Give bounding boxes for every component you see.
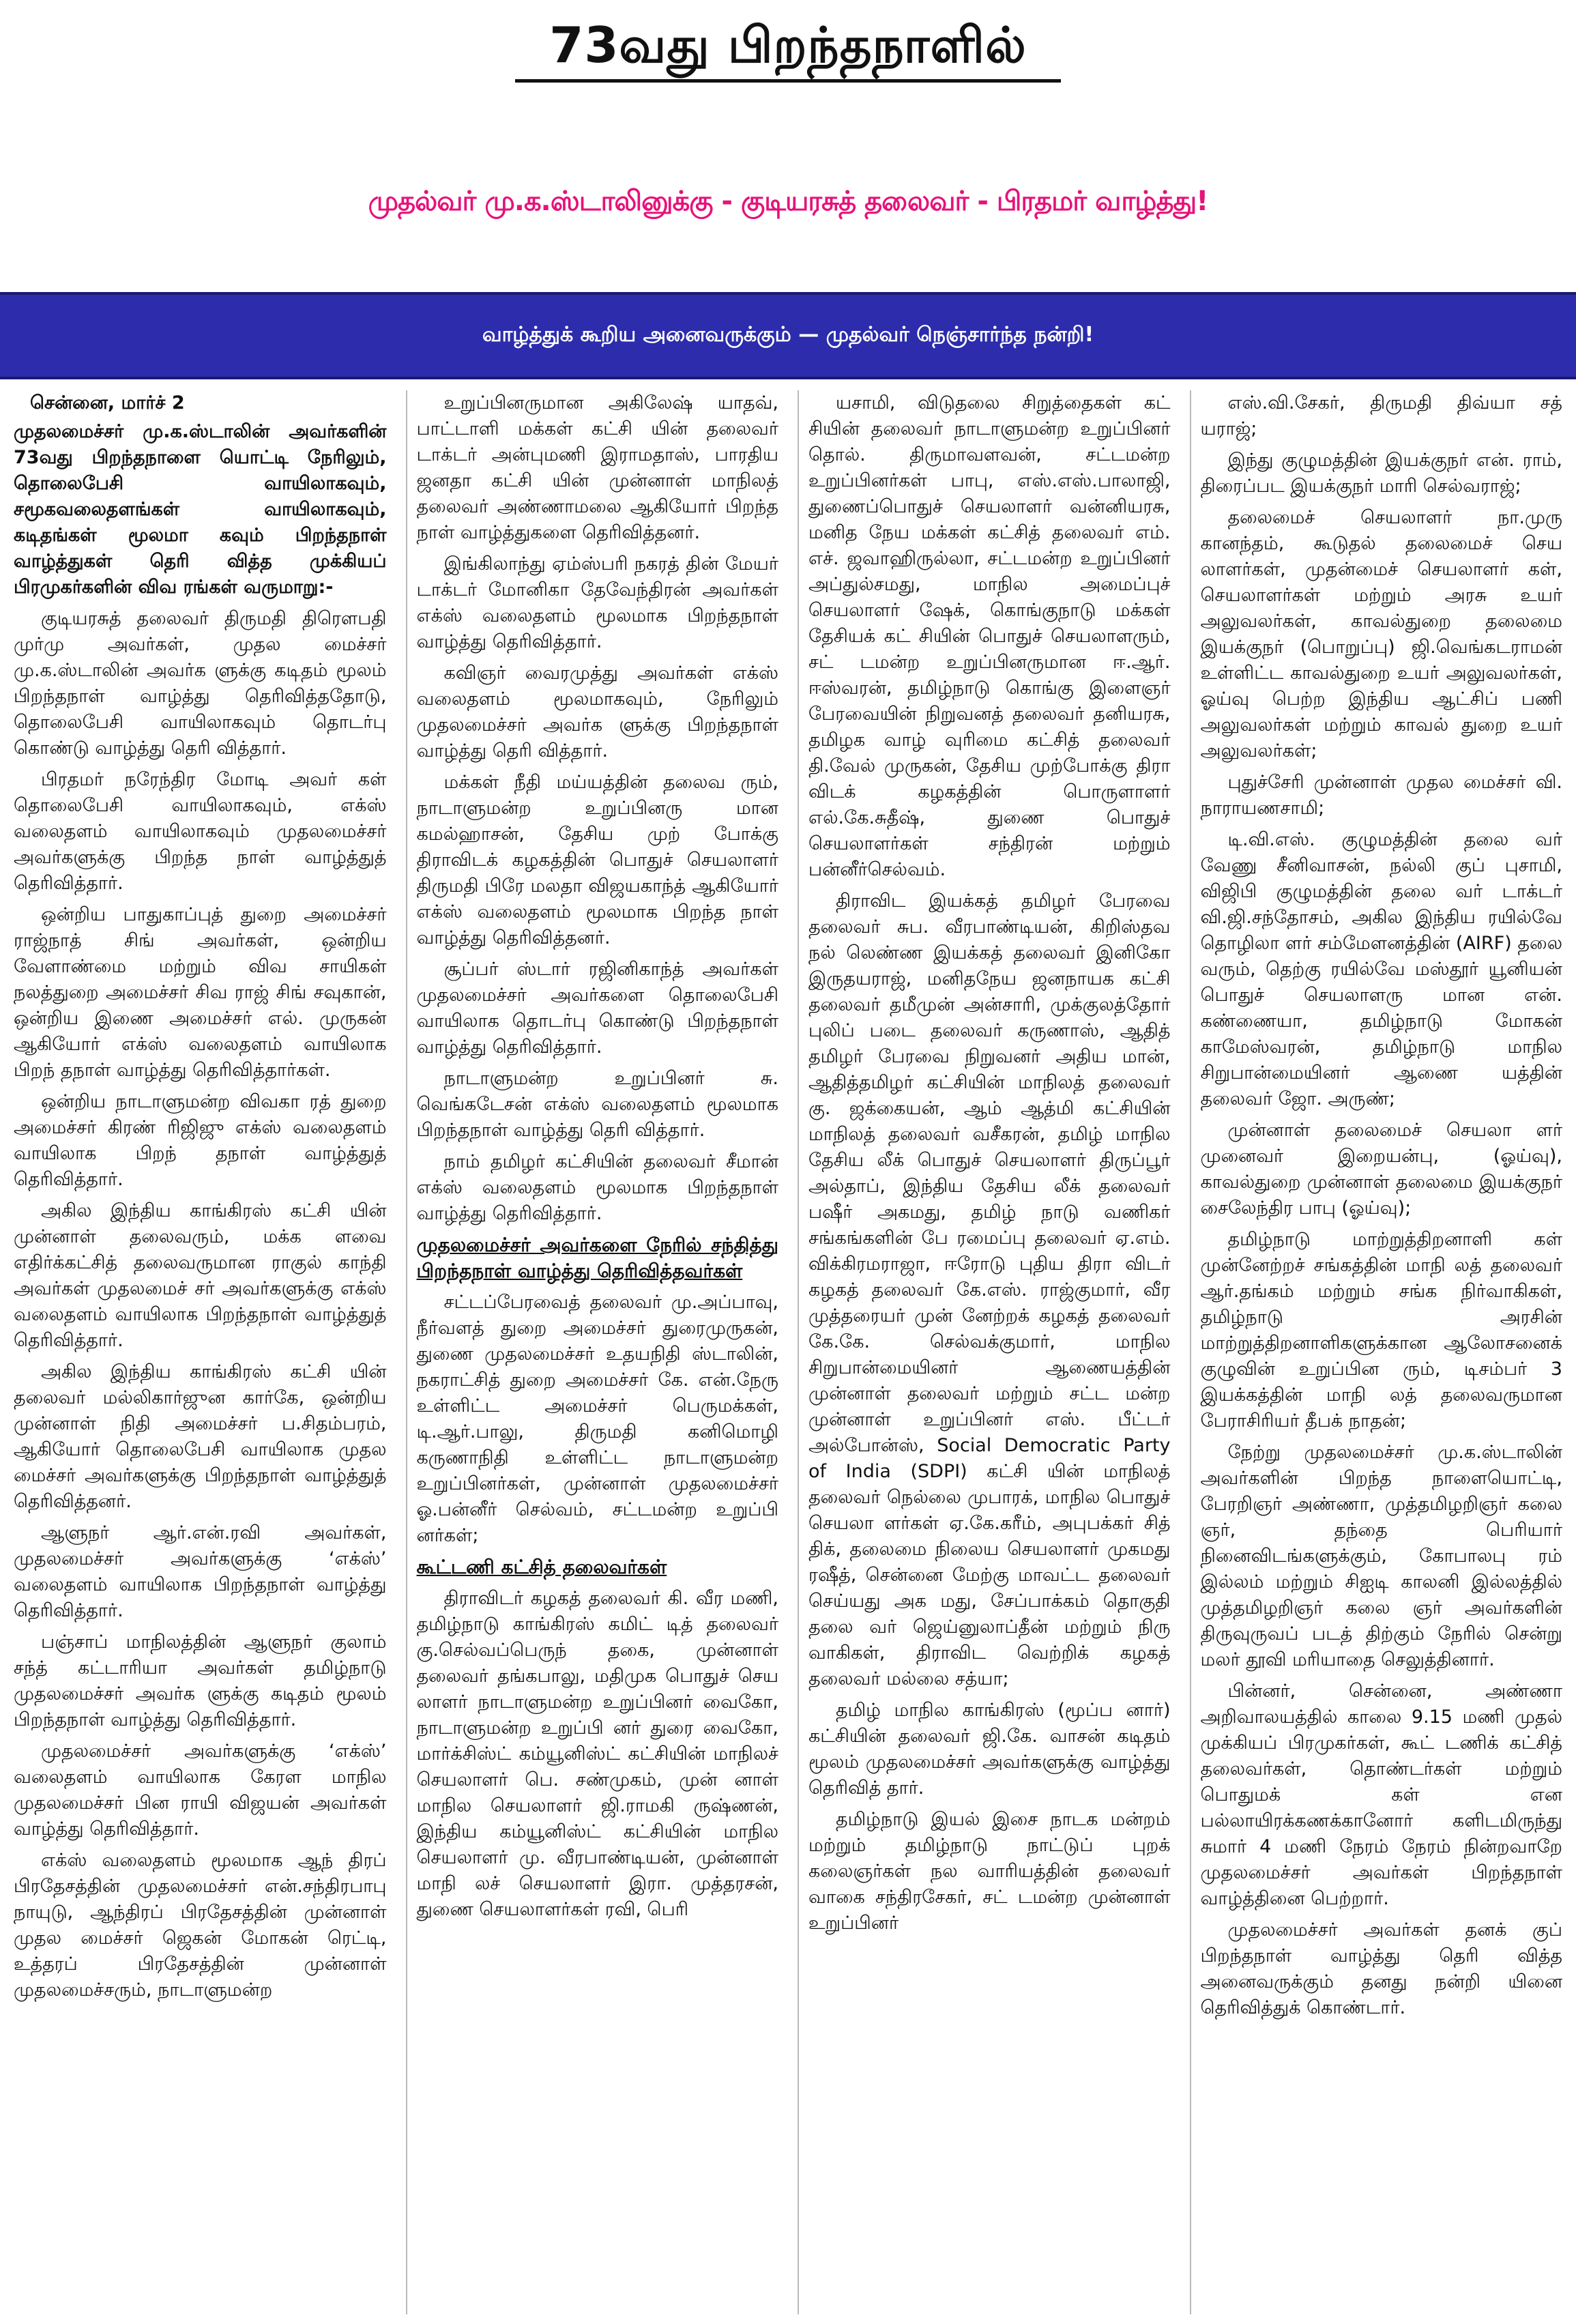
- article-paragraph: ஆளுநர் ஆர்.என்.ரவி அவர்கள், முதலமைச்சர் அவர்களுக்கு ‘எக்ஸ்’ வலைதளம் வாயிலாக பிறந்தநாள் வாழ்த்து தெரிவித்தார்.: [14, 1522, 387, 1621]
- article-paragraph: முதலமைச்சர் அவர்கள் தனக் குப் பிறந்தநாள் வாழ்த்து தெரி வித்த அனைவருக்கும் தனது நன்றி யினை தெரிவித்துக் கொண்டார்.: [1200, 1919, 1562, 2018]
- article-paragraph: யசாமி, விடுதலை சிறுத்தைகள் கட் சியின் தலைவர் நாடாளுமன்ற உறுப்பினர் தொல். திருமாவளவன், சட்டமன்ற உறுப்பினர்கள் பாபு, எஸ்.எஸ்.பாலாஜி, துணைப்பொதுச் செயலாளர் வன்னியரசு, மனித நேய மக்கள் கட்சித் தலைவர் எம். எச். ஜவாஹிருல்லா, சட்டமன்ற உறுப்பினர் அப்துல்சமது, மாநில அமைப்புச் செயலாளர் ஷேக், கொங்குநாடு மக்கள் தேசியக் கட் சியின் பொதுச் செயலாளரும், சட் டமன்ற உறுப்பினருமான ஈ.ஆர். ஈஸ்வரன், தமிழ்நாடு கொங்கு இளைஞர் பேரவையின் நிறுவனத் தலைவர் தனியரசு, தமிழக வாழ் வுரிமை கட்சித் தலைவர் தி.வேல் முருகன், தேசிய முற்போக்கு திரா விடக் கழகத்தின் பொருளாளர் எல்.கே.சுதீஷ், துணை பொதுச் செயலாளர்கள் சந்திரன் மற்றும் பன்னீர்செல்வம்.: [808, 392, 1171, 880]
- article-paragraph: அகில இந்திய காங்கிரஸ் கட்சி யின் தலைவர் மல்லிகார்ஜுன கார்கே, ஒன்றிய முன்னாள் நிதி அமைச்சர் ப.சிதம்பரம், ஆகியோர் தொலைபேசி வாயிலாக முதல மைச்சர் அவர்களுக்கு பிறந்தநாள் வாழ்த்துத் தெரிவித்தனர்.: [14, 1361, 387, 1512]
- article-paragraph: முதலமைச்சர் அவர்களுக்கு ‘எக்ஸ்’ வலைதளம் வாயிலாக கேரள மாநில முதலமைச்சர் பின ராயி விஜயன் அவர்கள் வாழ்த்து தெரிவித்தார்.: [14, 1741, 387, 1840]
- lead-paragraph: முதலமைச்சர் மு.க.ஸ்டாலின் அவர்களின் 73வது பிறந்தநாளை யொட்டி நேரிலும், தொலைபேசி வாயிலாகவும், சமூகவலைதளங்கள் வாயிலாகவும், கடிதங்கள் மூலமா கவும் பிறந்தநாள் வாழ்த்துகள் தெரி வித்த முக்கியப் பிரமுகர்களின் விவ ரங்கள் வருமாறு:-: [14, 421, 387, 598]
- dateline: சென்னை, மார்ச் 2: [30, 392, 185, 413]
- section-subheading: கூட்டணி கட்சித் தலைவர்கள்: [416, 1556, 667, 1578]
- article-paragraph: நாம் தமிழர் கட்சியின் தலைவர் சீமான் எக்ஸ் வலைதளம் மூலமாக பிறந்தநாள் வாழ்த்து தெரிவித்தார்.: [416, 1151, 778, 1224]
- article-paragraph: இந்து குழுமத்தின் இயக்குநர் என். ராம், திரைப்பட இயக்குநர் மாரி செல்வராஜ்;: [1200, 450, 1562, 497]
- kicker-underline: [515, 79, 1061, 83]
- article-column-2: [406, 390, 779, 2314]
- article-paragraph: ஒன்றிய பாதுகாப்புத் துறை அமைச்சர் ராஜ்நாத் சிங் அவர்கள், ஒன்றிய வேளாண்மை மற்றும் விவ சாயிகள் நலத்துறை அமைச்சர் சிவ ராஜ் சிங் சவுகான், ஒன்றிய இணை அமைச்சர் எல். முருகன் ஆகியோர் எக்ஸ் வலைதளம் வாயிலாக பிறந் தநாள் வாழ்த்து தெரிவித்தார்கள்.: [14, 904, 387, 1081]
- article-paragraph: சூப்பர் ஸ்டார் ரஜினிகாந்த் அவர்கள் முதலமைச்சர் அவர்களை தொலைபேசி வாயிலாக தொடர்பு கொண்டு பிறந்தநாள் வாழ்த்து தெரிவித்தார்.: [416, 959, 778, 1058]
- article-body: [14, 390, 1562, 2314]
- kicker-title: 73வது பிறந்தநாளில்: [549, 16, 1027, 74]
- article-paragraph: நேற்று முதலமைச்சர் மு.க.ஸ்டாலின் அவர்களின் பிறந்த நாளையொட்டி, பேரறிஞர் அண்ணா, முத்தமிழறிஞர் கலை ஞர், தந்தை பெரியார் நினைவிடங்களுக்கும், கோபாலபு ரம் இல்லம் மற்றும் சிஐடி காலனி இல்லத்தில் முத்தமிழறிஞர் கலை ஞர் அவர்களின் திருவுருவப் படத் திற்கும் நேரில் சென்று மலர் தூவி மரியாதை செலுத்தினார்.: [1200, 1442, 1562, 1670]
- article-column-1: [14, 390, 387, 2314]
- article-paragraph: குடியரசுத் தலைவர் திருமதி திரௌபதி முர்மு அவர்கள், முதல மைச்சர் மு.க.ஸ்டாலின் அவர்க ளுக்கு கடிதம் மூலம் பிறந்தநாள் வாழ்த்து தெரிவித்ததோடு, தொலைபேசி வாயிலாகவும் தொடர்பு கொண்டு வாழ்த்து தெரி வித்தார்.: [14, 608, 387, 759]
- article-paragraph: தமிழ் மாநில காங்கிரஸ் (மூப்ப னார்) கட்சியின் தலைவர் ஜி.கே. வாசன் கடிதம் மூலம் முதலமைச்சர் அவர்களுக்கு வாழ்த்து தெரிவித் தார்.: [808, 1700, 1171, 1799]
- article-paragraph: பஞ்சாப் மாநிலத்தின் ஆளுநர் குலாம் சந்த் கட்டாரியா அவர்கள் தமிழ்நாடு முதலமைச்சர் அவர்க ளுக்கு கடிதம் மூலம் பிறந்தநாள் வாழ்த்து தெரிவித்தார்.: [14, 1631, 387, 1730]
- article-paragraph: பின்னர், சென்னை, அண்ணா அறிவாலயத்தில் காலை 9.15 மணி முதல் முக்கியப் பிரமுகர்கள், கூட் டணிக் கட்சித் தலைவர்கள், தொண்டர்கள் மற்றும் பொதுமக் கள் என பல்லாயிரக்கணக்கானோர் களிடமிருந்து சுமார் 4 மணி நேரம் நேரம் நின்றவாறே முதலமைச்சர் அவர்கள் பிறந்தநாள் வாழ்த்தினை பெற்றார்.: [1200, 1681, 1562, 1909]
- article-paragraph: திராவிட இயக்கத் தமிழர் பேரவை தலைவர் சுப. வீரபாண்டியன், கிறிஸ்தவ நல் லெண்ண இயக்கத் தலைவர் இனிகோ இருதயராஜ், மனிதநேய ஜனநாயக கட்சி தலைவர் தமீமுன் அன்சாரி, முக்குலத்தோர் புலிப் படை தலைவர் கருணாஸ், ஆதித் தமிழர் பேரவை நிறுவனர் அதிய மான், ஆதித்தமிழர் கட்சியின் மாநிலத் தலைவர் கு. ஜக்கையன், ஆம் ஆத்மி கட்சியின் மாநிலத் தலைவர் வசீகரன், தமிழ் மாநில தேசிய லீக் பொதுச் செயலாளர் திருப்பூர் அல்தாப், இந்திய தேசிய லீக் தலைவர் பஷீர் அகமது, தமிழ் நாடு வணிகர் சங்கங்களின் பே ரமைப்பு தலைவர் ஏ.எம். விக்கிரமராஜா, ஈரோடு புதிய திரா விடர் கழகத் தலைவர் கே.எஸ். ராஜ்குமார், வீர முத்தரையர் முன் னேற்றக் கழகத் தலைவர் கே.கே. செல்வக்குமார், மாநில சிறுபான்மையினர் ஆணையத்தின் முன்னாள் தலைவர் மற்றும் சட்ட மன்ற முன்னாள் உறுப்பினர் எஸ். பீட்டர் அல்போன்ஸ், Social Democratic Party of India (SDPI) கட்சி யின் மாநிலத் தலைவர் நெல்லை முபாரக், மாநில பொதுச் செயலா ளர்கள் ஏ.கே.கரீம், அபுபக்கர் சித் திக், தலைமை நிலைய செயலாளர் முகமது ரஷீத், சென்னை மேற்கு மாவட்ட தலைவர் செய்யது அக மது, சேப்பாக்கம் தொகுதி தலை வர் ஜெய்னுலாப்தீன் மற்றும் நிரு வாகிகள், திராவிட வெற்றிக் கழகத் தலைவர் மல்லை சத்யா;: [808, 890, 1171, 1689]
- main-headline: முதல்வர் மு.க.ஸ்டாலினுக்கு - குடியரசுத் தலைவர் - பிரதமர் வாழ்த்து!: [368, 186, 1208, 217]
- article-paragraph: முன்னாள் தலைமைச் செயலா ளர் முனைவர் இறையன்பு, (ஓய்வு), காவல்துறை முன்னாள் தலைமை இயக்குநர் சைலேந்திர பாபு (ஓய்வு);: [1200, 1120, 1562, 1219]
- article-paragraph: டி.வி.எஸ். குழுமத்தின் தலை வர் வேணு சீனிவாசன், நல்லி குப் புசாமி, விஜிபி குழுமத்தின் தலை வர் டாக்டர் வி.ஜி.சந்தோசம், அகில இந்திய ரயில்வே தொழிலா ளர் சம்மேளனத்தின் (AIRF) தலை வரும், தெற்கு ரயில்வே மஸ்தூர் யூனியன் பொதுச் செயலாளரு மான என். கண்ணையா, தமிழ்நாடு மோகன் காமேஸ்வரன், தமிழ்நாடு மாநில சிறுபான்மையினர் ஆணை யத்தின் தலைவர் ஜோ. அருண்;: [1200, 829, 1562, 1109]
- article-column-4: [1190, 390, 1563, 2314]
- article-paragraph: எஸ்.வி.சேகர், திருமதி திவ்யா சத் யராஜ்;: [1200, 392, 1562, 439]
- article-paragraph: மக்கள் நீதி மய்யத்தின் தலைவ ரும், நாடாளுமன்ற உறுப்பினரு மான கமல்ஹாசன், தேசிய முற் போக்கு திராவிடக் கழகத்தின் பொதுச் செயலாளர் திருமதி பிரே மலதா விஜயகாந்த் ஆகியோர் எக்ஸ் வலைதளம் மூலமாக பிறந்த நாள் வாழ்த்து தெரிவித்தனர்.: [416, 772, 778, 948]
- subheadline-banner: வாழ்த்துக் கூறிய அனைவருக்கும் — முதல்வர் நெஞ்சார்ந்த நன்றி!: [0, 292, 1576, 379]
- article-paragraph: திராவிடர் கழகத் தலைவர் கி. வீர மணி, தமிழ்நாடு காங்கிரஸ் கமிட் டித் தலைவர் கு.செல்வப்பெருந் தகை, முன்னாள் தலைவர் தங்கபாலு, மதிமுக பொதுச் செய லாளர் நாடாளுமன்ற உறுப்பினர் வைகோ, நாடாளுமன்ற உறுப்பி னர் துரை வைகோ, மார்க்சிஸ்ட் கம்யூனிஸ்ட் கட்சியின் மாநிலச் செயலாளர் பெ. சண்முகம், முன் னாள் மாநில செயலாளர் ஜி.ராமகி ருஷ்ணன், இந்திய கம்யூனிஸ்ட் கட்சியின் மாநில செயலாளர் மு. வீரபாண்டியன், முன்னாள் மாநி லச் செயலாளர் இரா. முத்தரசன், துணை செயலாளர்கள் ரவி, பெரி: [416, 1588, 778, 1920]
- article-paragraph: தலைமைச் செயலாளர் நா.முரு கானந்தம், கூடுதல் தலைமைச் செய லாளர்கள், முதன்மைச் செயலாளர் கள், செயலாளர்கள் மற்றும் அரசு உயர் அலுவலர்கள், காவல்துறை தலைமை இயக்குநர் (பொறுப்பு) ஜி.வெங்கடராமன் உள்ளிட்ட காவல்துறை உயர் அலுவலர்கள், ஓய்வு பெற்ற இந்திய ஆட்சிப் பணி அலுவலர்கள் மற்றும் காவல் துறை உயர் அலுவலர்கள்;: [1200, 507, 1562, 761]
- article-paragraph: ஒன்றிய நாடாளுமன்ற விவகா ரத் துறை அமைச்சர் கிரண் ரிஜிஜு எக்ஸ் வலைதளம் வாயிலாக பிறந் தநாள் வாழ்த்துத் தெரிவித்தார்.: [14, 1091, 387, 1190]
- article-paragraph: இங்கிலாந்து ஏம்ஸ்பரி நகரத் தின் மேயர் டாக்டர் மோனிகா தேவேந்திரன் அவர்கள் எக்ஸ் வலைதளம் மூலமாக பிறந்தநாள் வாழ்த்து தெரிவித்தார்.: [416, 553, 778, 652]
- article-paragraph: அகில இந்திய காங்கிரஸ் கட்சி யின் முன்னாள் தலைவரும், மக்க ளவை எதிர்க்கட்சித் தலைவருமான ராகுல் காந்தி அவர்கள் முதலமைச் சர் அவர்களுக்கு எக்ஸ் வலைதளம் வாயிலாக பிறந்தநாள் வாழ்த்துத் தெரிவித்தார்.: [14, 1200, 387, 1351]
- article-paragraph: நாடாளுமன்ற உறுப்பினர் சு. வெங்கடேசன் எக்ஸ் வலைதளம் மூலமாக பிறந்தநாள் வாழ்த்து தெரி வித்தார்.: [416, 1068, 778, 1141]
- article-paragraph: தமிழ்நாடு மாற்றுத்திறனாளி கள் முன்னேற்றச் சங்கத்தின் மாநி லத் தலைவர் ஆர்.தங்கம் மற்றும் சங்க நிர்வாகிகள், தமிழ்நாடு அரசின் மாற்றுத்திறனாளிகளுக்கான ஆலோசனைக் குழுவின் உறுப்பின ரும், டிசம்பர் 3 இயக்கத்தின் மாநி லத் தலைவருமான பேராசிரியர் தீபக் நாதன்;: [1200, 1229, 1562, 1432]
- article-paragraph: பிரதமர் நரேந்திர மோடி அவர் கள் தொலைபேசி வாயிலாகவும், எக்ஸ் வலைதளம் வாயிலாகவும் முதலமைச்சர் அவர்களுக்கு பிறந்த நாள் வாழ்த்துத் தெரிவித்தார்.: [14, 769, 387, 894]
- kicker-block: [0, 0, 1576, 102]
- section-subheading: முதலமைச்சர் அவர்களை நேரில் சந்தித்து பிறந்தநாள் வாழ்த்து தெரிவித்தவர்கள்: [416, 1234, 778, 1282]
- article-paragraph: கவிஞர் வைரமுத்து அவர்கள் எக்ஸ் வலைதளம் மூலமாகவும், நேரிலும் முதலமைச்சர் அவர்க ளுக்கு பிறந்தநாள் வாழ்த்து தெரி வித்தார்.: [416, 663, 778, 761]
- article-paragraph: புதுச்சேரி முன்னாள் முதல மைச்சர் வி. நாராயணசாமி;: [1200, 772, 1562, 819]
- article-paragraph: சட்டப்பேரவைத் தலைவர் மு.அப்பாவு, நீர்வளத் துறை அமைச்சர் துரைமுருகன், துணை முதலமைச்சர் உதயநிதி ஸ்டாலின், நகராட்சித் துறை அமைச்சர் கே. என்.நேரு உள்ளிட்ட அமைச்சர் பெருமக்கள், டி.ஆர்.பாலு, திருமதி கனிமொழி கருணாநிதி உள்ளிட்ட நாடாளுமன்ற உறுப்பினர்கள், முன்னாள் முதலமைச்சர் ஓ.பன்னீர் செல்வம், சட்டமன்ற உறுப்பி னர்கள்;: [416, 1292, 778, 1546]
- article-paragraph: தமிழ்நாடு இயல் இசை நாடக மன்றம் மற்றும் தமிழ்நாடு நாட்டுப் புறக் கலைஞர்கள் நல வாரியத்தின் தலைவர் வாகை சந்திரசேகர், சட் டமன்ற முன்னாள் உறுப்பினர்: [808, 1809, 1171, 1934]
- article-paragraph: உறுப்பினருமான அகிலேஷ் யாதவ், பாட்டாளி மக்கள் கட்சி யின் தலைவர் டாக்டர் அன்புமணி இராமதாஸ், பாரதிய ஜனதா கட்சி யின் முன்னாள் மாநிலத் தலைவர் அண்ணாமலை ஆகியோர் பிறந்த நாள் வாழ்த்துகளை தெரிவித்தனர்.: [416, 392, 778, 543]
- article-column-3: [798, 390, 1171, 2314]
- article-paragraph: எக்ஸ் வலைதளம் மூலமாக ஆந் திரப் பிரதேசத்தின் முதலமைச்சர் என்.சந்திரபாபு நாயுடு, ஆந்திரப் பிரதேசத்தின் முன்னாள் முதல மைச்சர் ஜெகன் மோகன் ரெட்டி, உத்தரப் பிரதேசத்தின் முன்னாள் முதலமைச்சரும், நாடாளுமன்ற: [14, 1850, 387, 2001]
